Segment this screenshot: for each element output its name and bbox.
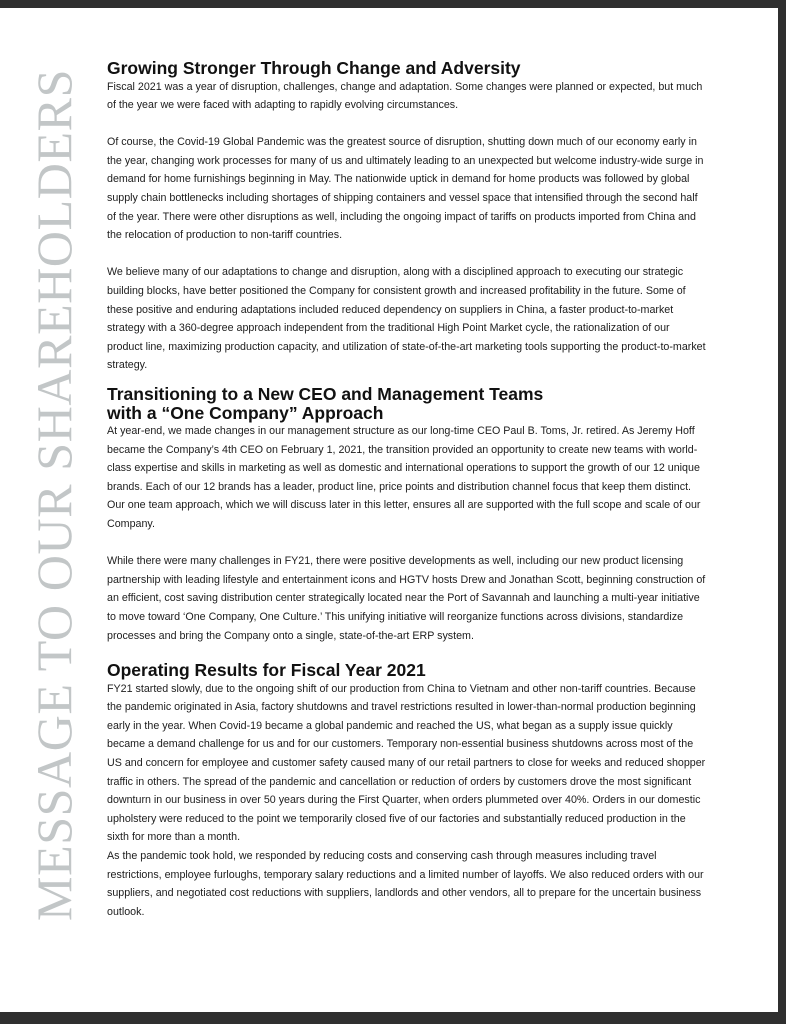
sidebar-title-text: MESSAGE TO OUR SHAREHOLDERS: [26, 68, 82, 921]
paragraph: Fiscal 2021 was a year of disruption, challenges, change and adaptation. Some changes were planned or expected, but much of the year we were faced with adapting to rapidly evolving circumstances.: [107, 80, 703, 112]
paragraph: FY21 started slowly, due to the ongoing shift of our production from China to Vietnam and other non-tariff countries. Because the pandemic originated in Asia, factory shutdowns and travel restrictions resulted in lower-than-normal production beginning early in the year. When Covid-19 became a global pandemic and reached the US, what began as a supply issue quickly became a demand challenge for us and for our customers. Temporary non-essential business shutdowns across most of the US and concern for employee and customer safety caused many of our retail partners to close for weeks and reduced shopper traffic in others. The spread of the pandemic and cancellation or reduction of orders by customers drove the most significant downturn in our business in over 50 years during the First Quarter, when orders plummeted over 40%. Orders in our domestic upholstery were reduced to the point we temporarily closed five of our factories and substantially reduced production in the sixth for more than a month.: [107, 682, 706, 844]
section-heading-new-ceo: [107, 385, 707, 422]
paragraph: At year-end, we made changes in our management structure as our long-time CEO Paul B. Toms, Jr. retired. As Jeremy Hoff became the Company’s 4th CEO on February 1, 2021, the transition provided an opportunity to create new teams with world-class expertise and skills in marketing as well as domestic and international operations to support the growth of our 12 unique brands. Each of our 12 brands has a leader, product line, price points and distribution channel focus that keep them distinct. Our one team approach, which we will discuss later in this letter, ensures all are supported with the full scope and scale of our Company.: [107, 425, 701, 530]
paragraph: Of course, the Covid-19 Global Pandemic was the greatest source of disruption, shutting down much of our economy early in the year, changing work processes for many of us and ultimately leading to an unexpected but welcome industry-wide surge in demand for home furnishings beginning in May. The nationwide uptick in demand for home products was followed by global supply chain bottlenecks including shortages of shipping containers and vessel space that intensified through the second half of the year. There were other disruptions as well, including the ongoing impact of tariffs on products imported from China and the relocation of production to non-tariff countries.: [107, 136, 704, 242]
sidebar-title: [26, 22, 82, 967]
paragraph: As the pandemic took hold, we responded by reducing costs and conserving cash through measures including travel restrictions, employee furloughs, temporary salary reductions and a limited number of layoffs. We also reduced orders with our suppliers, and negotiated cost reductions with suppliers, landlords and other vendors, all to prepare for the uncertain business outlook.: [107, 849, 704, 918]
section-heading-new-ceo-line1: Transitioning to a New CEO and Management Teams: [107, 384, 544, 404]
document-page: [0, 8, 778, 1012]
section-heading-operating-results: Operating Results for Fiscal Year 2021: [107, 660, 426, 681]
letter-body: [107, 59, 707, 921]
paragraph: We believe many of our adaptations to change and disruption, along with a disciplined approach to executing our strategic building blocks, have better positioned the Company for consistent growth and increased profitability in the future. Some of these positive and enduring adaptations included reduced dependency on suppliers in China, a faster product-to-market strategy with a 360-degree approach independent from the traditional High Point Market cycle, the rationalization of our product line, maximizing production capacity, and utilization of state-of-the-art marketing tools supporting the product-to-market strategy.: [107, 266, 706, 372]
paragraph: While there were many challenges in FY21, there were positive developments as well, including our new product licensing partnership with leading lifestyle and entertainment icons and HGTV hosts Drew and Jonathan Scott, beginning construction of an efficient, cost saving distribution center strategically located near the Port of Savannah and launching a multi-year initiative to move toward ‘One Company, One Culture.’ This unifying initiative will reorganize functions across divisions, standardize processes and bring the Company onto a single, state-of-the-art ERP system.: [107, 555, 706, 642]
section-heading-growing-stronger: Growing Stronger Through Change and Adversity: [107, 58, 521, 78]
section-heading-new-ceo-line2: with a “One Company” Approach: [107, 402, 384, 423]
